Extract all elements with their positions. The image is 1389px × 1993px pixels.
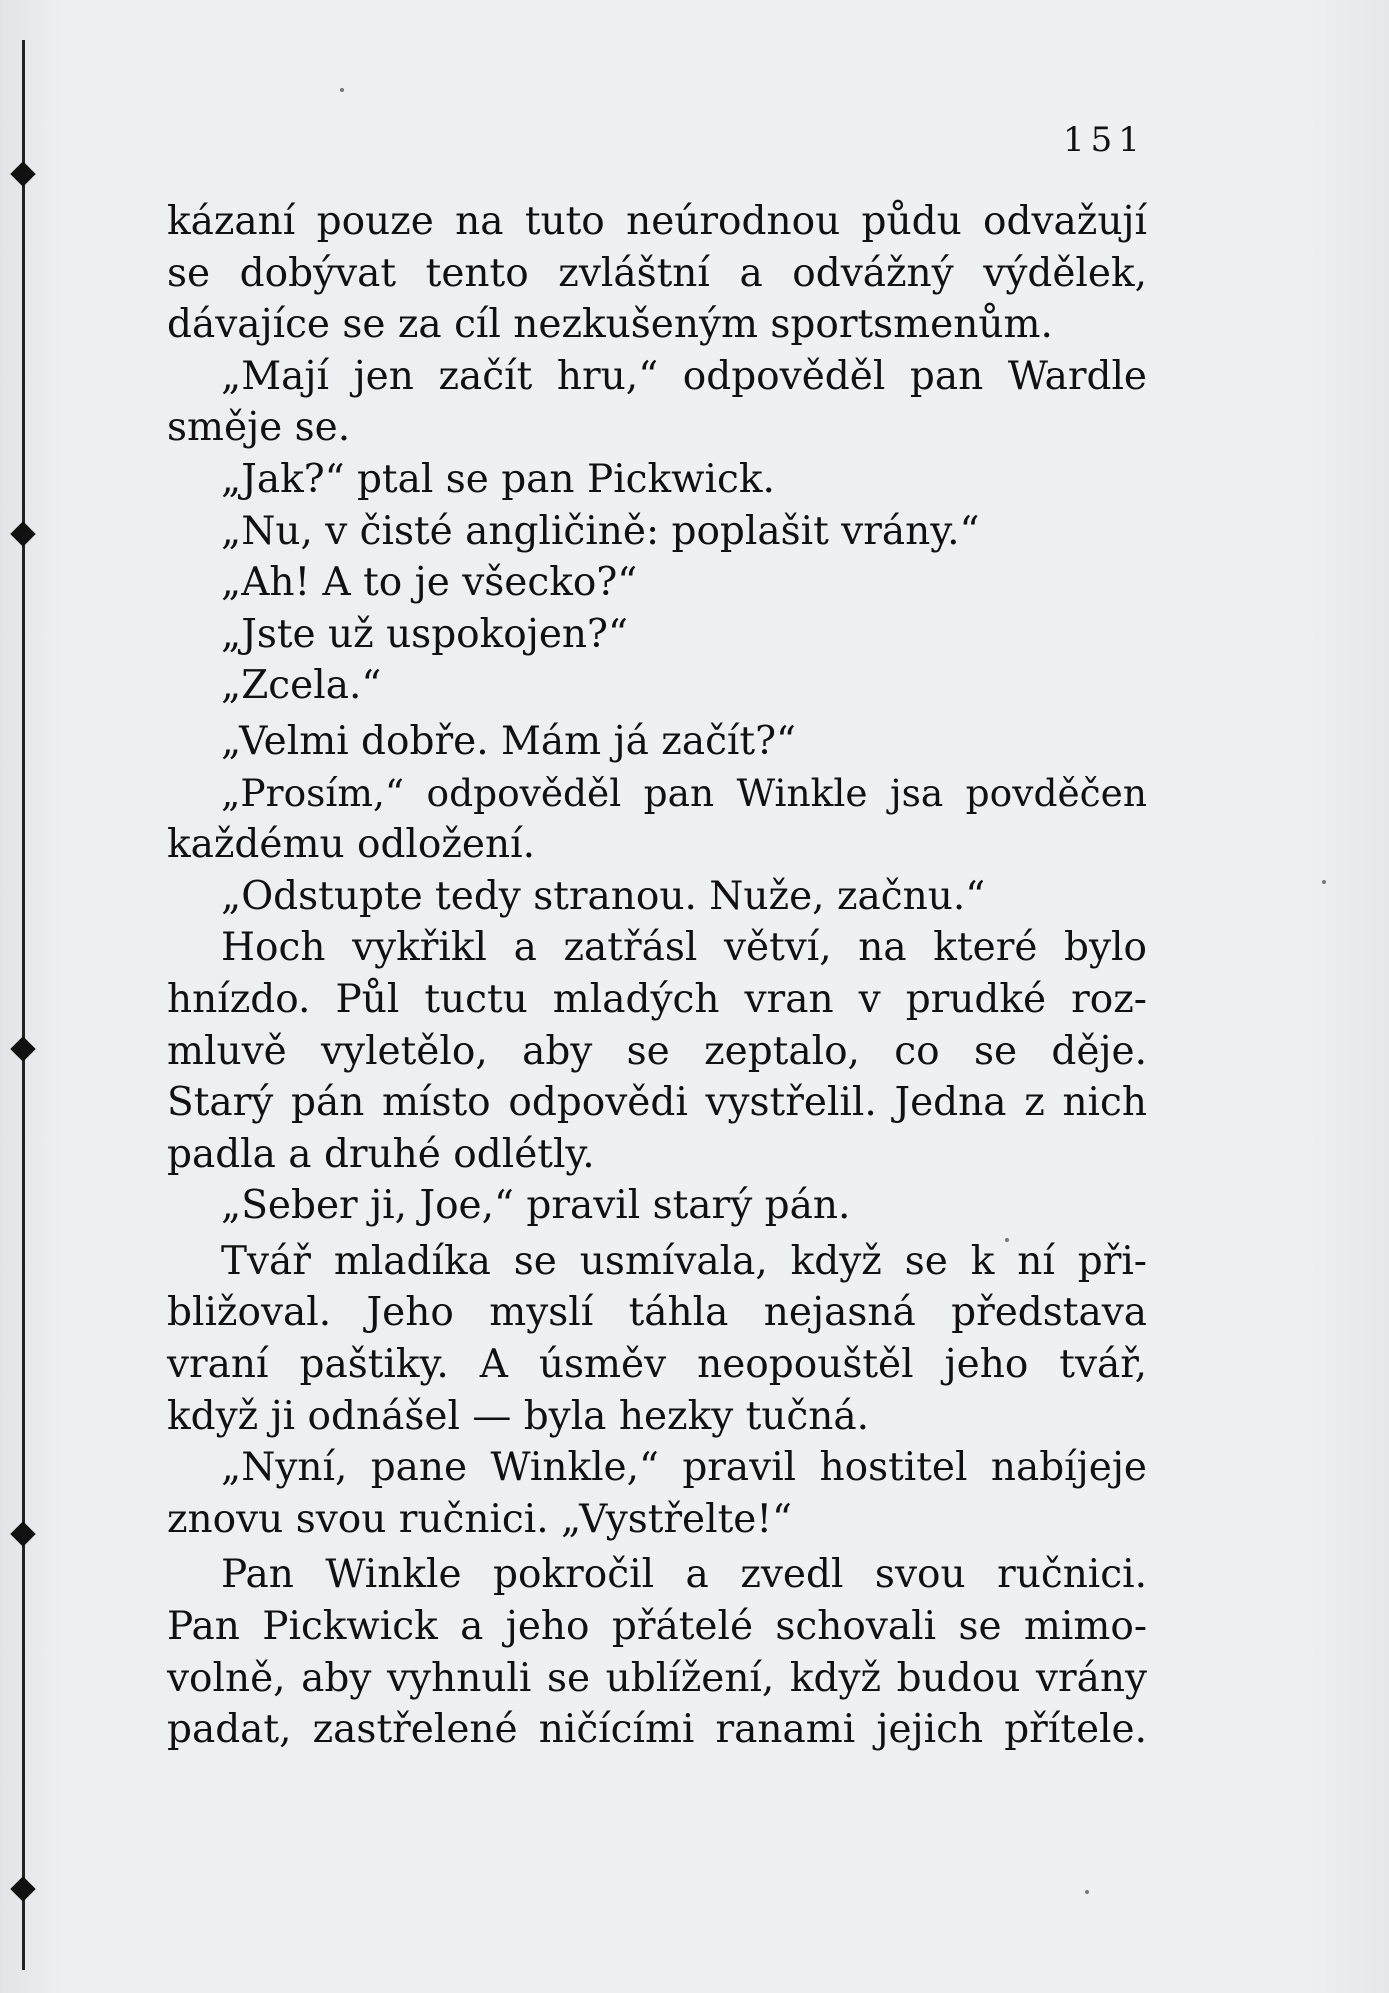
- text-line: „Jak?“ ptal se pan Pickwick.: [221, 456, 775, 502]
- binding-mark-icon: [10, 521, 35, 546]
- text-line: dávajíce se za cíl nezkušeným sportsmenům.: [167, 302, 1053, 348]
- text-line: každému odložení.: [167, 822, 535, 868]
- text-line: Hoch vykřikl a zatřásl větví, na které bylo: [221, 925, 1147, 971]
- text-line: „Nu, v čisté angličině: poplašit vrány.“: [221, 508, 980, 554]
- body-text: [167, 196, 1147, 1756]
- paper-speck: [1085, 1890, 1089, 1894]
- text-line: „Prosím,“ odpověděl pan Winkle jsa povděčen: [221, 770, 1147, 815]
- paper-speck: [340, 88, 344, 92]
- text-line: volně, aby vyhnuli se ublížení, když budou vrány: [167, 1655, 1147, 1701]
- binding-mark-icon: [10, 1036, 35, 1061]
- binding-mark-icon: [10, 1521, 35, 1546]
- text-line: „Zcela.“: [221, 663, 382, 709]
- text-line: „Jste už uspokojen?“: [221, 611, 628, 657]
- text-line: „Ah! A to je všecko?“: [221, 560, 638, 606]
- text-line: znovu svou ručnici. „Vystřelte!“: [167, 1496, 792, 1542]
- text-line: se dobývat tento zvláštní a odvážný výdělek,: [167, 250, 1147, 296]
- text-line: hnízdo. Půl tuctu mladých vran v prudké roz-: [167, 976, 1147, 1022]
- text-line: Starý pán místo odpovědi vystřelil. Jedna z nich: [167, 1080, 1147, 1126]
- binding-edge: [22, 40, 25, 1970]
- binding-mark-icon: [10, 1876, 35, 1901]
- text-line: Pan Winkle pokročil a zvedl svou ručnici.: [221, 1552, 1147, 1598]
- text-line: kázaní pouze na tuto neúrodnou půdu odvažují: [167, 199, 1147, 244]
- text-line: „Mají jen začít hru,“ odpověděl pan Wardle: [221, 353, 1147, 399]
- text-line: Pan Pickwick a jeho přátelé schovali se mimo-: [167, 1604, 1147, 1650]
- text-line: „Nyní, pane Winkle,“ pravil hostitel nabíjeje: [221, 1445, 1147, 1491]
- text-line: padla a druhé odlétly.: [167, 1131, 595, 1177]
- text-line: Tvář mladíka se usmívala, když se k ní při-: [221, 1238, 1147, 1284]
- text-line: bližoval. Jeho myslí táhla nejasná představa: [167, 1290, 1147, 1336]
- text-line: „Odstupte tedy stranou. Nuže, začnu.“: [221, 873, 986, 919]
- text-line: mluvě vyletělo, aby se zeptalo, co se děje.: [167, 1028, 1147, 1074]
- paper-speck: [1322, 880, 1326, 884]
- text-line: padat, zastřelené ničícími ranami jejich přítele.: [167, 1707, 1147, 1753]
- text-line: „Velmi dobře. Mám já začít?“: [221, 718, 796, 764]
- text-line: vraní paštiky. A úsměv neopouštěl jeho tvář,: [167, 1342, 1147, 1388]
- binding-mark-icon: [10, 161, 35, 186]
- page-number: 151: [1063, 120, 1146, 160]
- text-line: směje se.: [167, 405, 351, 451]
- text-line: „Seber ji, Joe,“ pravil starý pán.: [221, 1183, 851, 1229]
- text-line: když ji odnášel — byla hezky tučná.: [167, 1393, 870, 1439]
